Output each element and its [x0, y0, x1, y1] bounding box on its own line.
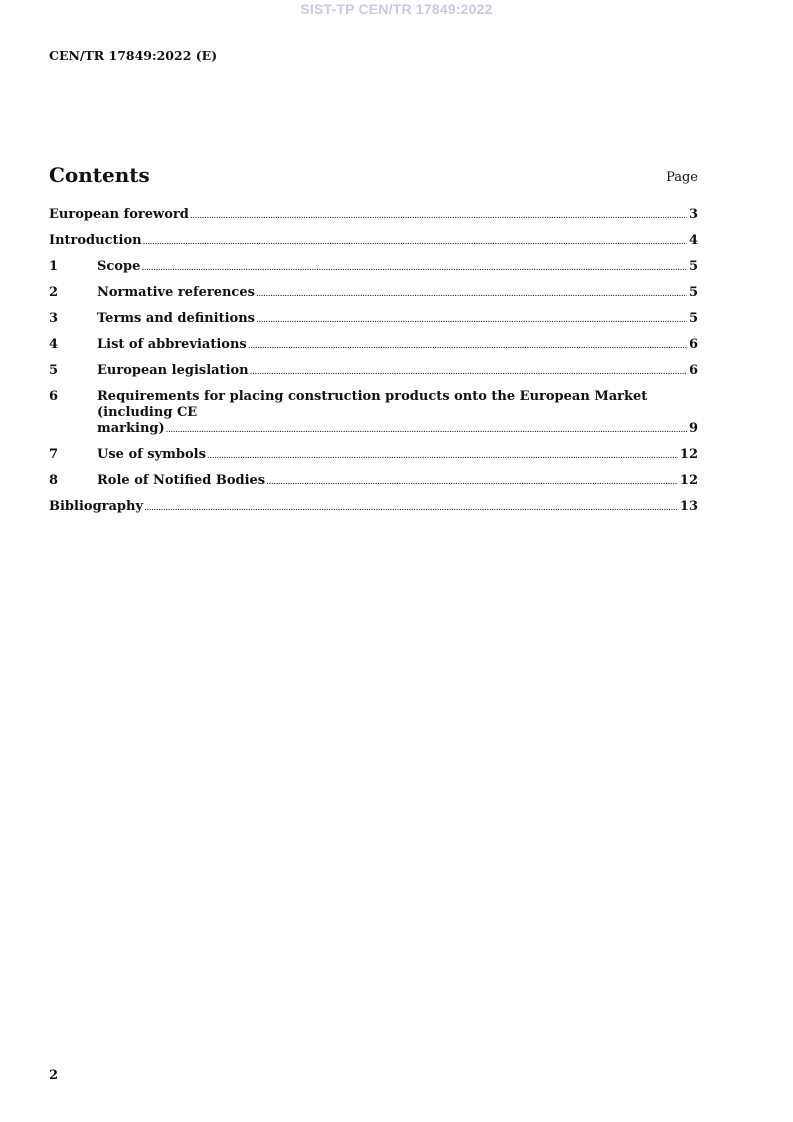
toc-entry-list-of-abbreviations[interactable]	[49, 337, 698, 354]
toc-title: marking)	[97, 421, 165, 436]
toc-title: Terms and definitions	[97, 311, 255, 326]
toc-clause-number: 4	[49, 337, 59, 352]
toc-entry-normative-references[interactable]	[49, 285, 698, 302]
toc-title: Normative references	[97, 285, 255, 300]
document-id-header: CEN/TR 17849:2022 (E)	[49, 48, 218, 63]
toc-page-number: 5	[688, 259, 698, 274]
toc-leader-dots	[144, 500, 678, 516]
toc-page-number: 9	[688, 421, 698, 436]
contents-heading: Contents	[49, 163, 150, 187]
toc-leader-dots	[256, 286, 687, 302]
toc-page-number: 6	[688, 337, 698, 352]
toc-leader-dots	[141, 260, 687, 276]
toc-entry-role-of-notified-bodies[interactable]	[49, 473, 698, 490]
toc-clause-number: 5	[49, 363, 59, 378]
toc-leader-dots	[256, 312, 687, 328]
toc-clause-number: 7	[49, 447, 59, 462]
toc-clause-number: 2	[49, 285, 59, 300]
toc-entry-introduction[interactable]	[49, 233, 698, 250]
toc-entry-bibliography[interactable]	[49, 499, 698, 516]
watermark: SIST-TP CEN/TR 17849:2022	[300, 1, 493, 17]
toc-title: Scope	[97, 259, 141, 274]
toc-entry-terms-and-definitions[interactable]	[49, 311, 698, 328]
page-column-label: Page	[666, 170, 698, 185]
toc-clause-number: 3	[49, 311, 59, 326]
toc-title: Use of symbols	[97, 447, 206, 462]
toc-page-number: 5	[688, 311, 698, 326]
toc-leader-dots	[250, 364, 687, 380]
toc-clause-number: 8	[49, 473, 59, 488]
toc-entry-requirements-ce-marking[interactable]	[49, 389, 698, 438]
toc-title: Bibliography	[49, 499, 144, 514]
toc-entry-use-of-symbols[interactable]	[49, 447, 698, 464]
toc-leader-dots	[248, 338, 687, 354]
toc-page-number: 13	[679, 499, 698, 514]
toc-page-number: 3	[688, 207, 698, 222]
toc-entry-european-foreword[interactable]	[49, 207, 698, 224]
toc-page-number: 4	[688, 233, 698, 248]
toc-title: List of abbreviations	[97, 337, 247, 352]
toc-page-number: 5	[688, 285, 698, 300]
toc-title-line1: Requirements for placing construction products onto the European Market (including CE	[97, 389, 648, 420]
footer-page-number: 2	[49, 1068, 59, 1083]
toc-leader-dots	[266, 474, 678, 490]
toc-leader-dots	[143, 234, 687, 250]
toc-title: European legislation	[97, 363, 249, 378]
toc-page-number: 12	[679, 473, 698, 488]
toc-entry-european-legislation[interactable]	[49, 363, 698, 380]
table-of-contents	[49, 207, 698, 525]
toc-leader-dots	[166, 422, 687, 438]
toc-leader-dots	[190, 208, 687, 224]
toc-leader-dots	[207, 448, 678, 464]
toc-clause-number: 6	[49, 389, 59, 404]
toc-title: European foreword	[49, 207, 189, 222]
toc-page-number: 12	[679, 447, 698, 462]
toc-title: Introduction	[49, 233, 142, 248]
toc-entry-scope[interactable]	[49, 259, 698, 276]
toc-page-number: 6	[688, 363, 698, 378]
toc-title: Role of Notified Bodies	[97, 473, 266, 488]
toc-clause-number: 1	[49, 259, 59, 274]
